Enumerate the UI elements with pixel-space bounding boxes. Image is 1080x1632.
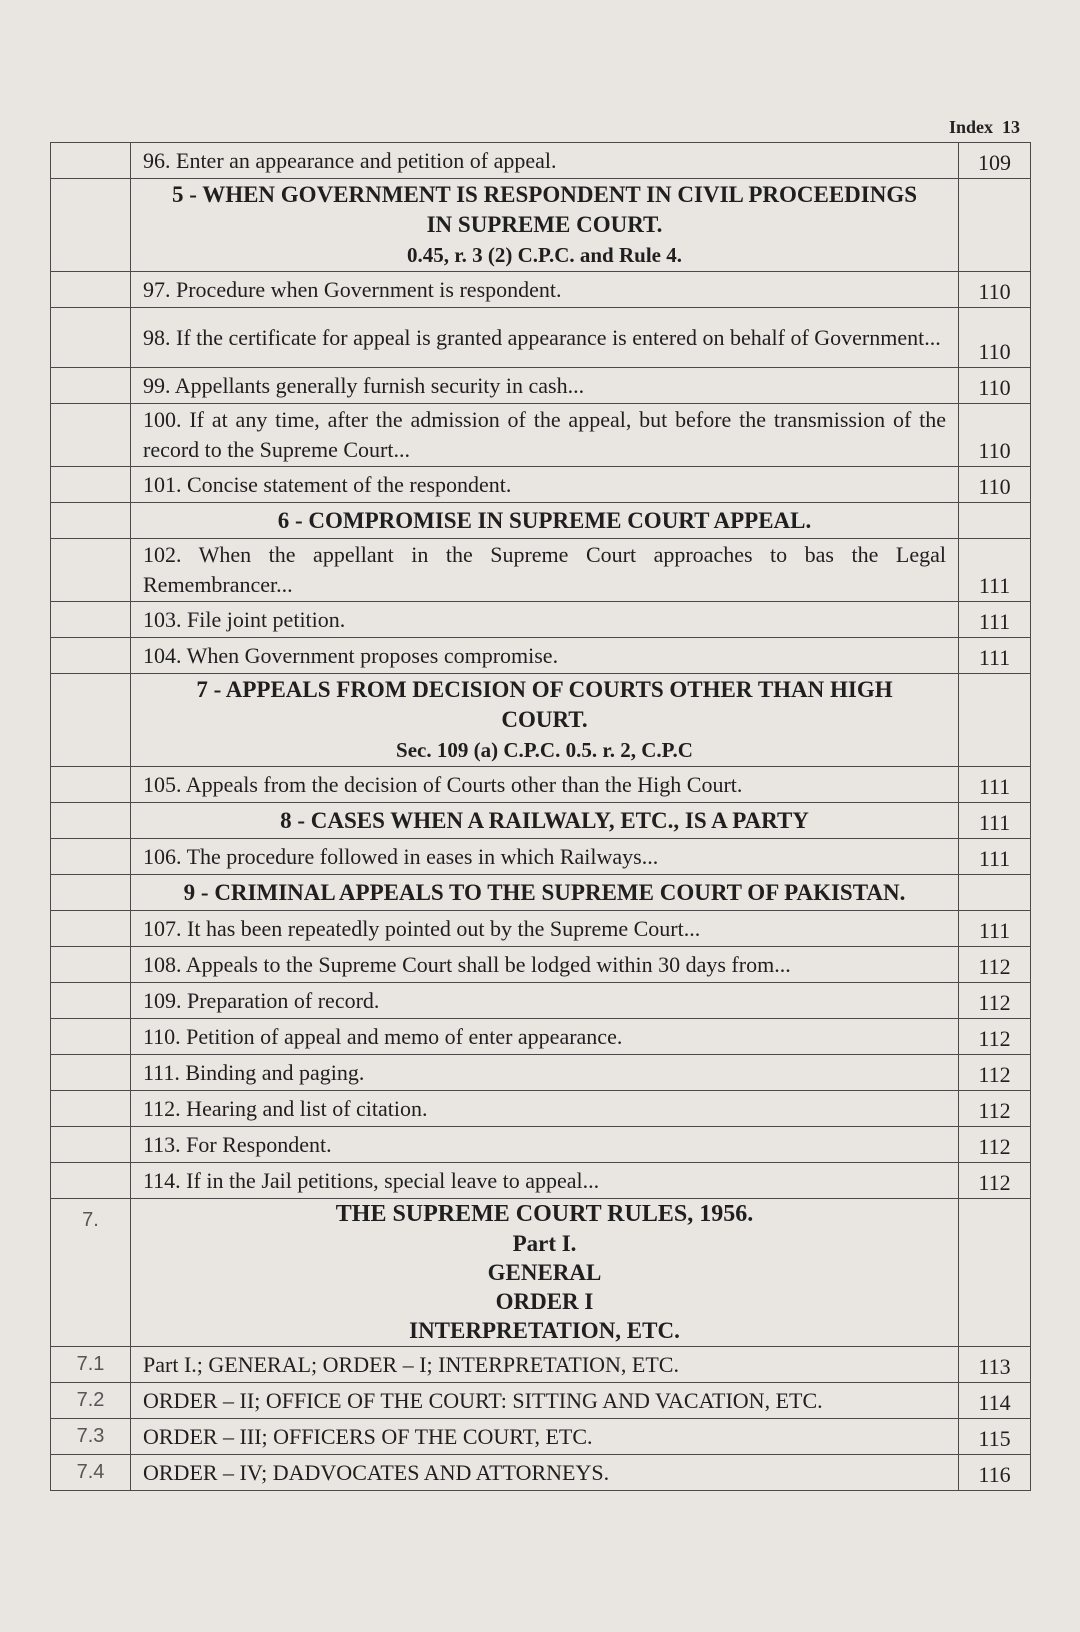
entry-description: 104. When Government proposes compromise.	[131, 638, 959, 674]
entry-description: 97. Procedure when Government is respondent.	[131, 272, 959, 308]
page-number: 109	[959, 143, 1031, 179]
entry-description: 107. It has been repeatedly pointed out by the Supreme Court...	[131, 911, 959, 947]
entry-description: Part I.; GENERAL; ORDER – I; INTERPRETATION, ETC.	[131, 1347, 959, 1383]
section-number: 7.2	[51, 1383, 131, 1419]
entry-description: ORDER – III; OFFICERS OF THE COURT, ETC.	[131, 1419, 959, 1455]
table-row	[51, 467, 1031, 503]
table-row	[51, 503, 1031, 539]
page-number: 110	[959, 467, 1031, 503]
section-heading: 7 - APPEALS FROM DECISION OF COURTS OTHER THAN HIGH COURT. Sec. 109 (a) C.P.C. 0.5. r. 2, C.P.C	[131, 674, 959, 767]
table-row	[51, 143, 1031, 179]
table-row	[51, 947, 1031, 983]
table-row	[51, 1091, 1031, 1127]
page-number: 112	[959, 1127, 1031, 1163]
entry-description: 114. If in the Jail petitions, special leave to appeal...	[131, 1163, 959, 1199]
table-row	[51, 602, 1031, 638]
section-number: 7.3	[51, 1419, 131, 1455]
entry-description: ORDER – IV; DADVOCATES AND ATTORNEYS.	[131, 1455, 959, 1491]
entry-description: 100. If at any time, after the admission of the appeal, but before the transmission of the record to the Supreme Court...	[131, 404, 959, 467]
table-row	[51, 767, 1031, 803]
page-number: 116	[959, 1455, 1031, 1491]
table-row	[51, 674, 1031, 767]
page-number: 111	[959, 839, 1031, 875]
table-row	[51, 911, 1031, 947]
table-row	[51, 839, 1031, 875]
table-row	[51, 1455, 1031, 1491]
page-number: 110	[959, 368, 1031, 404]
chapter-heading: THE SUPREME COURT RULES, 1956. Part I. GENERAL ORDER I INTERPRETATION, ETC.	[131, 1199, 959, 1347]
header-label: Index	[948, 117, 993, 137]
page-number: 111	[959, 803, 1031, 839]
page-number: 112	[959, 983, 1031, 1019]
section-heading: 6 - COMPROMISE IN SUPREME COURT APPEAL.	[131, 503, 959, 539]
table-row	[51, 404, 1031, 467]
header-page-number: 13	[1002, 117, 1020, 137]
section-heading: 8 - CASES WHEN A RAILWALY, ETC., IS A PARTY	[131, 803, 959, 839]
page-number: 111	[959, 638, 1031, 674]
entry-description: 106. The procedure followed in eases in which Railways...	[131, 839, 959, 875]
section-number: 7.1	[51, 1347, 131, 1383]
table-row	[51, 1055, 1031, 1091]
section-number: 7.	[51, 1199, 131, 1347]
page-number: 111	[959, 911, 1031, 947]
table-row	[51, 272, 1031, 308]
page-header	[949, 117, 1020, 138]
table-row	[51, 875, 1031, 911]
entry-description: 101. Concise statement of the respondent.	[131, 467, 959, 503]
table-row	[51, 638, 1031, 674]
page-number: 114	[959, 1383, 1031, 1419]
index-table	[50, 142, 1031, 1491]
entry-description: 103. File joint petition.	[131, 602, 959, 638]
page-number: 111	[959, 602, 1031, 638]
entry-description: 113. For Respondent.	[131, 1127, 959, 1163]
table-row	[51, 1019, 1031, 1055]
page-number: 110	[959, 272, 1031, 308]
page-number: 112	[959, 947, 1031, 983]
page-number: 112	[959, 1055, 1031, 1091]
page-number: 110	[959, 308, 1031, 368]
section-heading: 9 - CRIMINAL APPEALS TO THE SUPREME COURT OF PAKISTAN.	[131, 875, 959, 911]
table-row	[51, 179, 1031, 272]
entry-description: 105. Appeals from the decision of Courts other than the High Court.	[131, 767, 959, 803]
page-number: 111	[959, 539, 1031, 602]
table-row	[51, 539, 1031, 602]
page-number: 113	[959, 1347, 1031, 1383]
table-row	[51, 1383, 1031, 1419]
entry-description: 102. When the appellant in the Supreme Court approaches to bas the Legal Remembrancer...	[131, 539, 959, 602]
entry-description: 112. Hearing and list of citation.	[131, 1091, 959, 1127]
entry-description: 108. Appeals to the Supreme Court shall be lodged within 30 days from...	[131, 947, 959, 983]
table-row	[51, 1163, 1031, 1199]
entry-description: 111. Binding and paging.	[131, 1055, 959, 1091]
page-number: 112	[959, 1091, 1031, 1127]
entry-description: 109. Preparation of record.	[131, 983, 959, 1019]
table-row	[51, 803, 1031, 839]
table-row	[51, 983, 1031, 1019]
table-row	[51, 1199, 1031, 1347]
table-row	[51, 368, 1031, 404]
table-row	[51, 1347, 1031, 1383]
entry-description: 99. Appellants generally furnish security in cash...	[131, 368, 959, 404]
section-number	[51, 143, 131, 179]
page-number: 112	[959, 1163, 1031, 1199]
page-number: 110	[959, 404, 1031, 467]
page-number: 112	[959, 1019, 1031, 1055]
page-number: 115	[959, 1419, 1031, 1455]
section-number: 7.4	[51, 1455, 131, 1491]
section-heading: 5 - WHEN GOVERNMENT IS RESPONDENT IN CIVIL PROCEEDINGS IN SUPREME COURT. 0.45, r. 3 (2) C.P.C. and Rule 4.	[131, 179, 959, 272]
page-number: 111	[959, 767, 1031, 803]
table-row	[51, 1127, 1031, 1163]
table-row	[51, 1419, 1031, 1455]
entry-description: ORDER – II; OFFICE OF THE COURT: SITTING AND VACATION, ETC.	[131, 1383, 959, 1419]
entry-description: 110. Petition of appeal and memo of enter appearance.	[131, 1019, 959, 1055]
entry-description: 96. Enter an appearance and petition of appeal.	[131, 143, 959, 179]
entry-description: 98. If the certificate for appeal is granted appearance is entered on behalf of Government...	[131, 308, 959, 368]
table-row	[51, 308, 1031, 368]
